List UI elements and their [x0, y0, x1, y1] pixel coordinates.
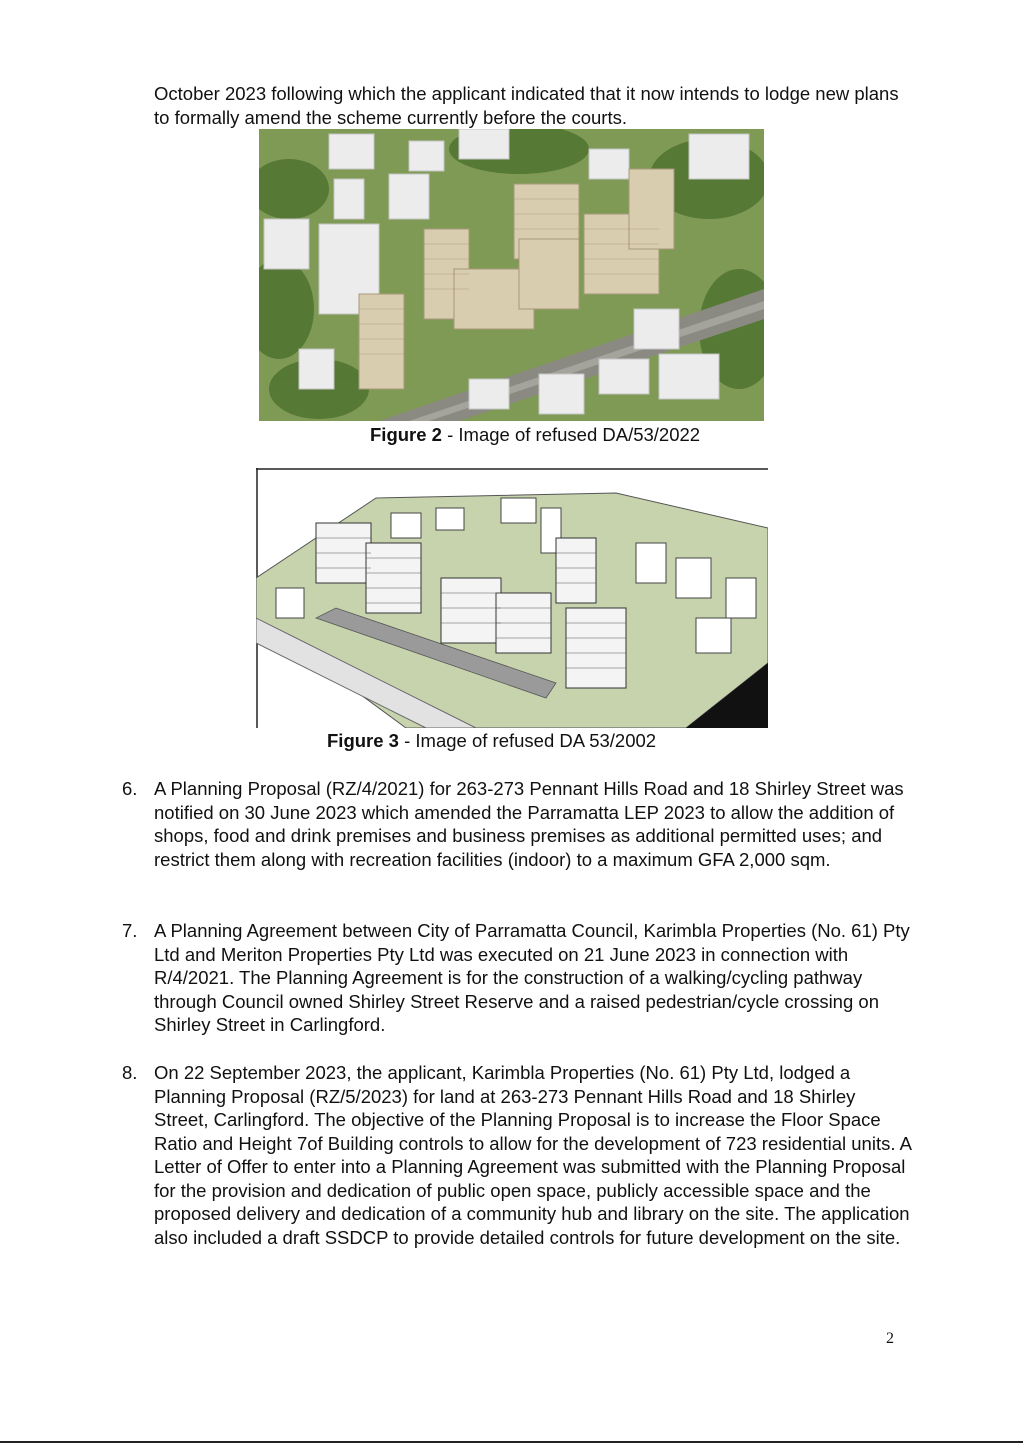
figure-3-caption-text: - Image of refused DA 53/2002 [398, 730, 657, 751]
figure-3-image [256, 468, 768, 728]
list-item-text: A Planning Agreement between City of Parramatta Council, Karimbla Properties (No. 61) Pty Ltd and Meriton Properties Pty Ltd was executed on 21 June 2023 in connection with R/4/2021. The Planning Agreement is for the construction of a walking/cycling pathway through Council owned Shirley Street Reserve and a raised pedestrian/cycle crossing on Shirley Street in Carlingford. [154, 920, 910, 1035]
figure-3-label: Figure 3 [327, 730, 399, 751]
figure-3-caption [327, 729, 656, 753]
figure-2-image [259, 129, 764, 421]
list-item-text: A Planning Proposal (RZ/4/2021) for 263-273 Pennant Hills Road and 18 Shirley Street was notified on 30 June 2023 which amended the Parramatta LEP 2023 to allow the addition of shops, food and drink premises and business premises as additional permitted uses; and restrict them along with recreation facilities (indoor) to a maximum GFA 2,000 sqm. [154, 778, 904, 870]
bottom-divider [0, 1441, 1023, 1443]
intro-paragraph: October 2023 following which the applicant indicated that it now intends to lodge new plans to formally amend the scheme currently before the courts. [154, 83, 899, 128]
list-item-8 [122, 1061, 912, 1249]
list-item-number: 7. [122, 920, 138, 941]
list-item-number: 8. [122, 1062, 138, 1083]
page-number: 2 [886, 1330, 894, 1347]
list-item-number: 6. [122, 778, 138, 799]
figure-2-caption-text: - Image of refused DA/53/2022 [441, 424, 701, 445]
list-item-6 [122, 777, 912, 871]
figure-2-caption [370, 423, 700, 447]
list-item-7 [122, 919, 912, 1037]
figure-2-label: Figure 2 [370, 424, 442, 445]
list-item-text: On 22 September 2023, the applicant, Karimbla Properties (No. 61) Pty Ltd, lodged a Planning Proposal (RZ/5/2023) for land at 263-273 Pennant Hills Road and 18 Shirley Street, Carlingford. The objective of the Planning Proposal is to increase the Floor Space Ratio and Height 7of Building controls to allow for the development of 723 residential units. A Letter of Offer to enter into a Planning Agreement was submitted with the Planning Proposal for the provision and dedication of public open space, publicly accessible space and the proposed delivery and dedication of a community hub and library on the site. The application also included a draft SSDCP to provide detailed controls for future development on the site. [154, 1062, 911, 1248]
